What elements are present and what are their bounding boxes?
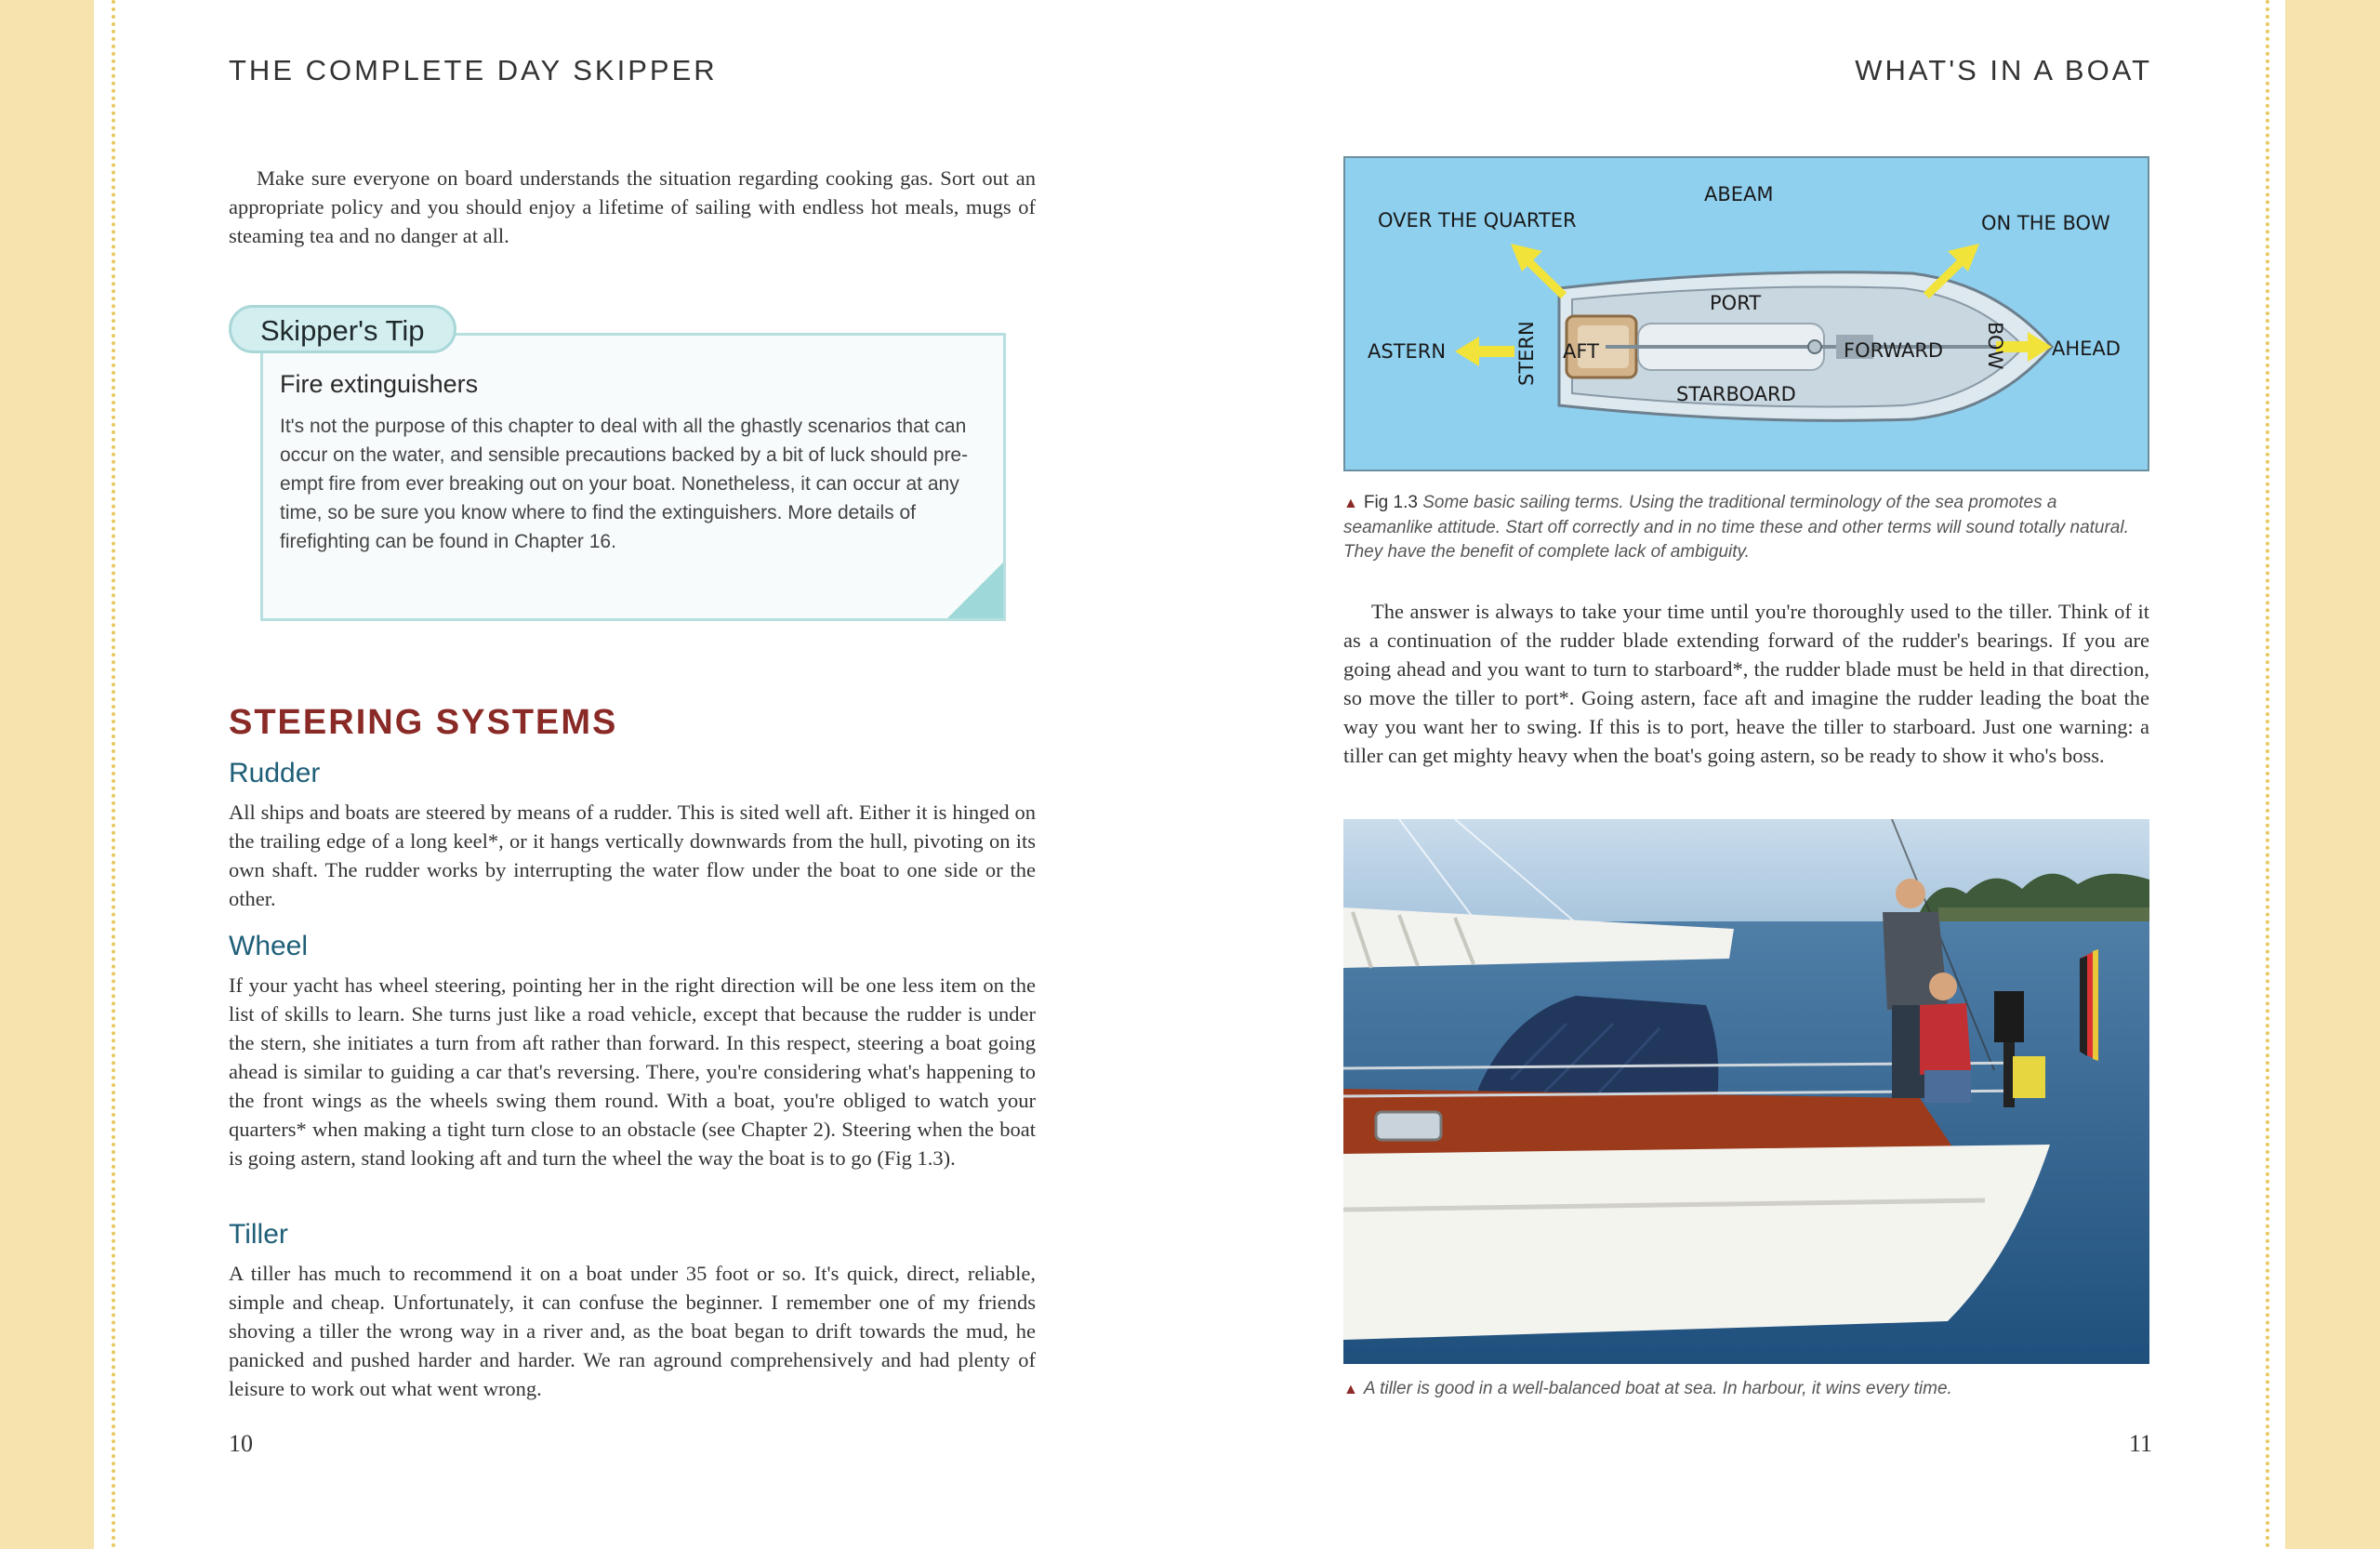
label-aft: AFT (1563, 340, 1599, 363)
running-head-right: WHAT'S IN A BOAT (1855, 54, 2152, 86)
label-bow: BOW (1984, 322, 2006, 370)
label-ahead: AHEAD (2052, 338, 2121, 360)
sailing-terms-diagram (1343, 156, 2149, 471)
intro-paragraph: Make sure everyone on board understands the situation regarding cooking gas. Sort out an appropriate policy and you should enjoy a lifetime of sailing with endless hot meals, mugs of steaming tea and no danger at all. (229, 166, 1036, 247)
tiller-answer-paragraph: The answer is always to take your time until you're thoroughly used to the tiller. Think of it as a continuation of the rudder blade extending forward of the rudder's bearings. If you are going ahead and you want to turn to starboard*, the rudder blade must be held in that direction, so move the tiller to port*. Going astern, face aft and imagine the rudder leading the boat the way you want her to swing. If this is to port, heave the tiller to starboard. Just one warning: a tiller can get mighty heavy when the boat's going astern, so be ready to show it who's boss. (1343, 600, 2149, 767)
label-astern: ASTERN (1368, 340, 1447, 363)
page-edge-dots-right (2266, 0, 2269, 1549)
sailing-photo (1343, 819, 2149, 1364)
rudder-heading: Rudder (229, 758, 321, 788)
rudder-text: All ships and boats are steered by means of a rudder. This is sited well aft. Either it is hinged on the trailing edge of a long keel*, or it hangs vertically downwards from the hull, pivoting on its own shaft. The rudder works by interrupting the water flow under the boat to one side or the other. (229, 801, 1036, 910)
photo-caption-text: A tiller is good in a well-balanced boat at sea. In harbour, it wins every time. (1363, 1379, 1952, 1398)
label-abeam: ABEAM (1704, 183, 1774, 205)
page-number-left: 10 (229, 1430, 253, 1457)
wheel-heading: Wheel (229, 931, 309, 961)
figure-number: Fig 1.3 (1363, 493, 1418, 512)
tiller-heading: Tiller (229, 1219, 288, 1250)
page-number-right: 11 (2129, 1430, 2153, 1457)
skippers-tip-tab: Skipper's Tip (229, 305, 456, 353)
arrow-over-quarter-icon (1511, 244, 1564, 296)
label-starboard: STARBOARD (1676, 383, 1796, 405)
label-on-the-bow: ON THE BOW (1981, 212, 2110, 234)
tip-title: Fire extinguishers (280, 370, 479, 398)
tiller-text: A tiller has much to recommend it on a boat under 35 foot or so. It's quick, direct, reliable, simple and cheap. Unfortunately, it can confuse the beginner. I remember one of my friends shoving a tiller the wrong way in a river and, as the boat began to drift towards the mud, he panicked and pushed harder and harder. We ran aground comprehensively and had plenty of leisure to work out what went wrong. (229, 1262, 1036, 1400)
photo-caption (1343, 1377, 2149, 1402)
caption-arrow-icon: ▲ (1343, 1382, 1358, 1397)
caption-arrow-icon: ▲ (1343, 496, 1358, 511)
page-curl-icon (947, 563, 1003, 618)
figure-caption-text: Some basic sailing terms. Using the traditional terminology of the sea promotes a seamanlike attitude. Start off correctly and in no time these and other terms will sound totally natural. They have the benefit of complete lack of ambiguity. (1343, 493, 2129, 562)
wheel-text: If your yacht has wheel steering, pointing her in the right direction will be one less item on the list of skills to learn. She turns just like a road vehicle, except that because the rudder is under the stern, she initiates a turn from aft rather than forward. In this respect, steering a boat going ahead is similar to guiding a car that's reversing. There, you're considering what's happening to the front wings as the wheels swing them round. With a boat, you're obliged to watch your quarters* when making a tight turn close to an obstacle (see Chapter 2). Steering when the boat is going astern, stand looking aft and turn the wheel the way the boat is to go (Fig 1.3). (229, 973, 1036, 1170)
label-port: PORT (1710, 292, 1762, 314)
label-over-the-quarter: OVER THE QUARTER (1378, 209, 1577, 232)
tip-text: It's not the purpose of this chapter to deal with all the ghastly scenarios that can occur on the water, and sensible precautions backed by a bit of luck should pre-empt fire from ever breaking out on your boat. Nonetheless, it can occur at any time, so be sure you know where to find the extinguishers. More details of firefighting can be found in Chapter 16. (280, 416, 969, 552)
page-edge-dots-left (112, 0, 115, 1549)
label-forward: FORWARD (1844, 339, 1944, 362)
running-head-left: THE COMPLETE DAY SKIPPER (229, 54, 718, 86)
arrow-astern-icon (1455, 337, 1514, 366)
figure-caption (1343, 491, 2149, 564)
label-stern: STERN (1515, 321, 1538, 386)
section-title: STEERING SYSTEMS (229, 703, 618, 742)
